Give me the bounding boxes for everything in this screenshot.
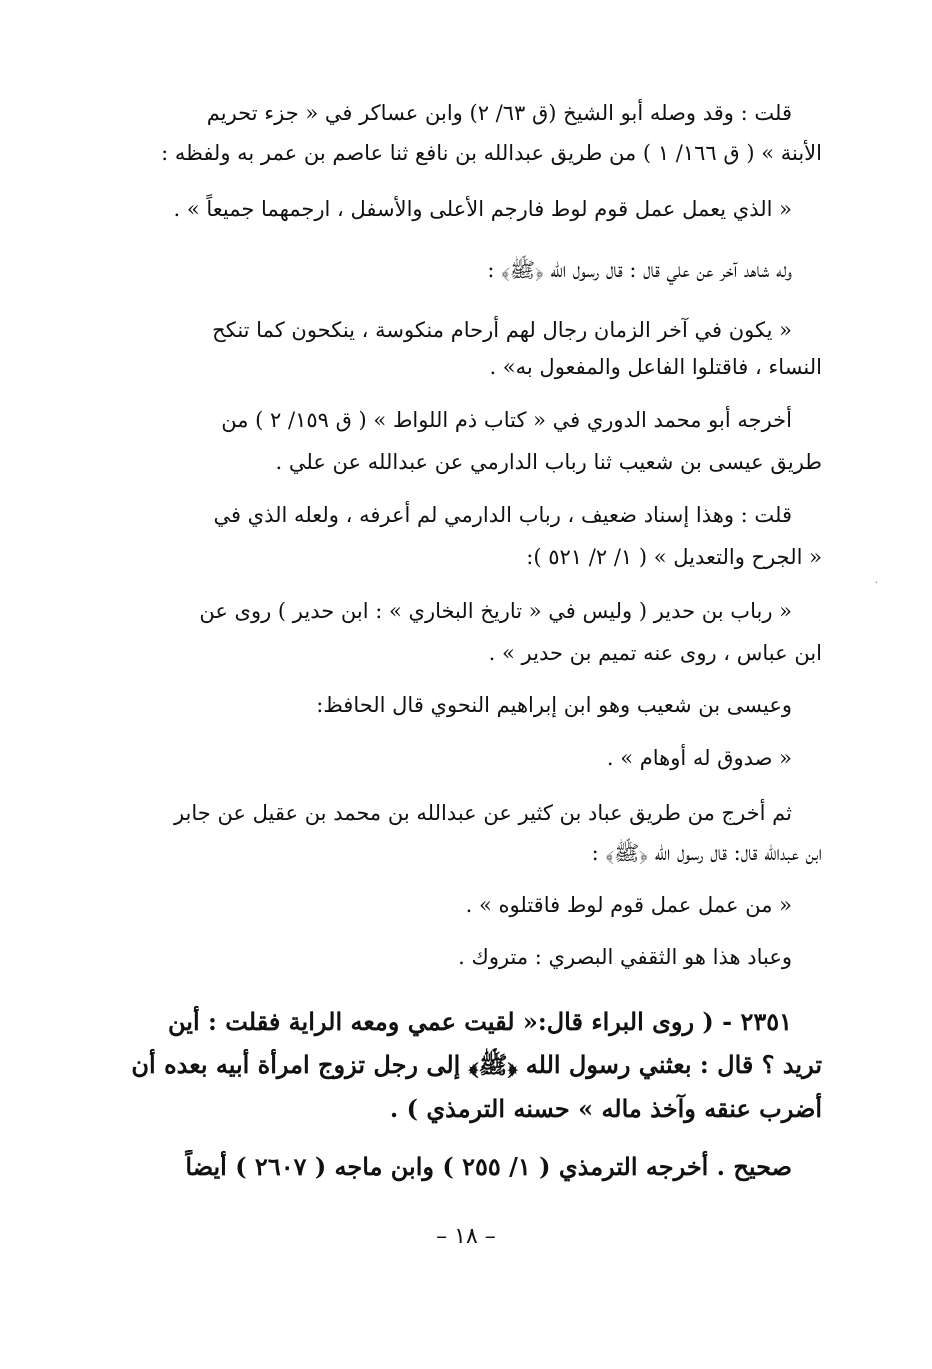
text-line: النساء ، فاقتلوا الفاعل والمفعول به» . — [489, 355, 822, 379]
text-line: ابن عباس ، روى عنه تميم بن حدير » . — [488, 641, 822, 665]
text-line: ابن عبدالله قال: قال رسول الله ﴿ﷺ﴾ : — [591, 841, 822, 865]
hadith-line: تريد ؟ قال : بعثني رسول الله ﴿ﷺ﴾ إلى رجل تزوج امرأة أبيه بعده أن — [131, 1050, 822, 1079]
text-line: الأبنة » ( ق ١٦٦/ ١ ) من طريق عبدالله بن نافع ثنا عاصم بن عمر به ولفظه : — [161, 141, 822, 165]
text-line: قلت : وقد وصله أبو الشيخ (ق ٦٣/ ٢) وابن عساكر في « جزء تحريم — [206, 101, 792, 125]
hadith-line: ٢٣٥١ - ( روى البراء قال:« لقيت عمي ومعه الراية فقلت : أين — [168, 1007, 792, 1036]
text-line: « صدوق له أوهام » . — [606, 746, 792, 770]
text-line: وعباد هذا هو الثقفي البصري : متروك . — [458, 945, 792, 969]
text-line: « رباب بن حدير ( وليس في « تاريخ البخاري » : ابن حدير ) روى عن — [199, 599, 792, 623]
text-line: أخرجه أبو محمد الدوري في « كتاب ذم اللواط » ( ق ١٥٩/ ٢ ) من — [221, 408, 792, 432]
text-line: « الذي يعمل عمل قوم لوط فارجم الأعلى والأسفل ، ارجمهما جميعاً » . — [173, 197, 792, 221]
text-line: « الجرح والتعديل » ( ١/ ٢/ ٥٢١ ): — [526, 545, 822, 569]
text-line: صحيح . أخرجه الترمذي ( ١/ ٢٥٥ ) وابن ماجه ( ٢٦٠٧ ) أيضاً — [185, 1152, 792, 1181]
text-line: ثم أخرج من طريق عباد بن كثير عن عبدالله بن محمد بن عقيل عن جابر — [173, 801, 792, 825]
page-number: – ١٨ – — [436, 1224, 496, 1249]
hadith-line: أضرب عنقه وآخذ ماله » حسنه الترمذي ) . — [389, 1094, 822, 1123]
text-line: وله شاهد آخر عن علي قال : قال رسول الله ﴿ﷺ﴾ : — [487, 258, 792, 282]
text-line: وعيسى بن شعيب وهو ابن إبراهيم النحوي قال الحافظ: — [316, 693, 792, 717]
text-line: « يكون في آخر الزمان رجال لهم أرحام منكوسة ، ينكحون كما تنكح — [212, 318, 792, 342]
text-line: طريق عيسى بن شعيب ثنا رباب الدارمي عن عبدالله عن علي . — [275, 450, 822, 474]
text-line: قلت : وهذا إسناد ضعيف ، رباب الدارمي لم أعرفه ، ولعله الذي في — [213, 503, 792, 527]
text-line: « من عمل عمل قوم لوط فاقتلوه » . — [465, 893, 792, 917]
scan-mark: · — [874, 578, 878, 589]
